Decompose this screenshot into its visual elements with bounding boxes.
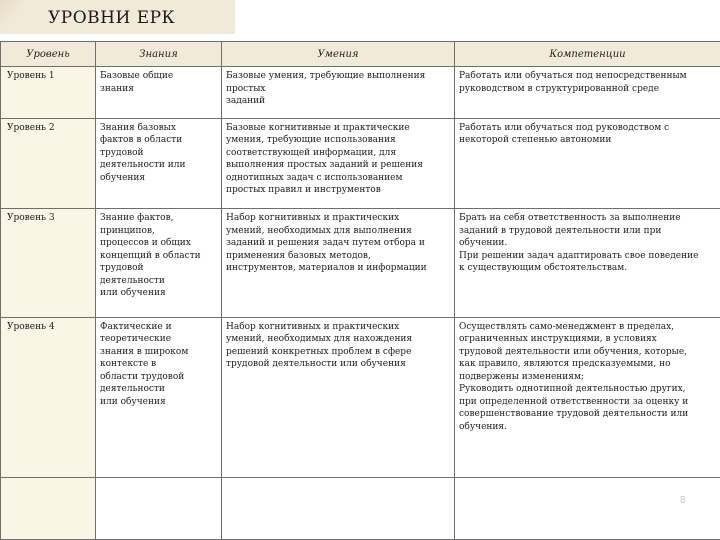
cell-line: обучении. <box>459 238 508 249</box>
cell-line: знания в широком <box>100 346 189 357</box>
cell-line: знания <box>100 83 134 94</box>
cell-line: Базовые когнитивные и практические <box>226 122 410 133</box>
table-row <box>1 209 720 317</box>
table-header-row <box>1 42 720 67</box>
cell-line: Брать на себя ответственность за выполнение <box>459 213 681 224</box>
skills-cell <box>222 209 455 317</box>
empty-cell <box>222 478 455 540</box>
header-skills: Умения <box>222 42 455 67</box>
cell-line: трудовой <box>100 263 144 274</box>
competence-cell <box>455 209 720 317</box>
cell-line: трудовой деятельности или обучения, которые, <box>459 346 688 357</box>
cell-line: деятельности <box>100 275 165 286</box>
cell-line: заданий и решения задач путем отбора и <box>226 238 425 249</box>
level-cell: Уровень 4 <box>1 317 96 478</box>
cell-line: как правило, являются предсказуемыми, но <box>459 359 671 370</box>
knowledge-cell <box>96 118 222 209</box>
competence-cell <box>455 317 720 478</box>
cell-line: концепций в области <box>100 250 201 261</box>
header-knowledge: Знания <box>96 42 222 67</box>
empty-cell <box>455 478 720 540</box>
cell-line: умений, необходимых для выполнения <box>226 225 412 236</box>
page-number: 8 <box>679 495 686 506</box>
cell-line: Фактические и <box>100 321 172 332</box>
cell-line: умений, необходимых для нахождения <box>226 334 413 345</box>
cell-line: однотипных задач с использованием <box>226 172 403 183</box>
cell-line: При решении задач адаптировать свое поведение <box>459 250 699 261</box>
knowledge-cell <box>96 67 222 119</box>
cell-line: обучения <box>100 172 146 183</box>
cell-line: деятельности или <box>100 160 186 171</box>
cell-line: ограниченных инструкциями, в условиях <box>459 334 657 345</box>
empty-cell <box>1 478 96 540</box>
cell-line: Знания базовых <box>100 122 176 133</box>
cell-line: трудовой деятельности или обучения <box>226 359 406 370</box>
cell-line: Базовые умения, требующие выполнения <box>226 71 426 81</box>
cell-line: умения, требующие использования <box>226 135 396 146</box>
header-competence: Компетенции <box>455 42 720 67</box>
cell-line: или обучения <box>100 396 166 407</box>
cell-line: теоретические <box>100 334 172 345</box>
cell-line: простых <box>226 83 266 94</box>
cell-line: Набор когнитивных и практических <box>226 213 400 224</box>
cell-line: заданий в трудовой деятельности или при <box>459 225 662 236</box>
cell-line: заданий <box>226 96 266 106</box>
title-decoration <box>0 0 22 34</box>
cell-line: обучения. <box>459 421 507 432</box>
cell-line: принципов, <box>100 225 155 236</box>
cell-line: или обучения <box>100 288 166 299</box>
cell-line: совершенствование трудовой деятельности или <box>459 409 689 420</box>
knowledge-cell <box>96 317 222 478</box>
skills-cell <box>222 67 455 119</box>
level-cell: Уровень 2 <box>1 118 96 209</box>
cell-line: руководством в структурированной среде <box>459 83 660 94</box>
cell-line: деятельности <box>100 384 165 395</box>
cell-line: соответствующей информации, для <box>226 147 397 158</box>
table-row <box>1 317 720 478</box>
cell-line: подвержены изменениям; <box>459 371 585 382</box>
level-cell: Уровень 1 <box>1 67 96 119</box>
cell-line: Руководить однотипной деятельностью других, <box>459 384 686 395</box>
cell-line: применения базовых методов, <box>226 250 371 261</box>
cell-line: Работать или обучаться под руководством с <box>459 122 670 133</box>
cell-line: Работать или обучаться под непосредственным <box>459 71 687 81</box>
cell-line: Набор когнитивных и практических <box>226 321 400 332</box>
skills-cell <box>222 317 455 478</box>
table-row <box>1 118 720 209</box>
skills-cell <box>222 118 455 209</box>
cell-line: Знание фактов, <box>100 213 174 224</box>
cell-line: инструментов, материалов и информации <box>226 263 427 274</box>
cell-line: контексте в <box>100 359 157 370</box>
cell-line: Базовые общие <box>100 71 174 81</box>
cell-line: фактов в области <box>100 135 183 146</box>
competence-cell <box>455 67 720 119</box>
knowledge-cell <box>96 209 222 317</box>
competence-cell <box>455 118 720 209</box>
cell-line: решений конкретных проблем в сфере <box>226 346 412 357</box>
levels-table <box>0 41 720 540</box>
cell-line: при определенной ответственности за оценку и <box>459 396 689 407</box>
empty-cell <box>96 478 222 540</box>
table-row <box>1 67 720 119</box>
cell-line: некоторой степенью автономии <box>459 135 612 146</box>
cell-line: трудовой <box>100 147 144 158</box>
cell-line: к существующим обстоятельствам. <box>459 263 628 274</box>
header-level: Уровень <box>1 42 96 67</box>
cell-line: Осуществлять само-менеджмент в пределах, <box>459 321 675 332</box>
slide-title: УРОВНИ ЕРК <box>48 8 176 28</box>
cell-line: простых правил и инструментов <box>226 185 381 196</box>
table-row-empty <box>1 478 720 540</box>
cell-line: выполнения простых заданий и решения <box>226 160 423 171</box>
level-cell: Уровень 3 <box>1 209 96 317</box>
cell-line: процессов и общих <box>100 238 191 249</box>
cell-line: области трудовой <box>100 371 185 382</box>
